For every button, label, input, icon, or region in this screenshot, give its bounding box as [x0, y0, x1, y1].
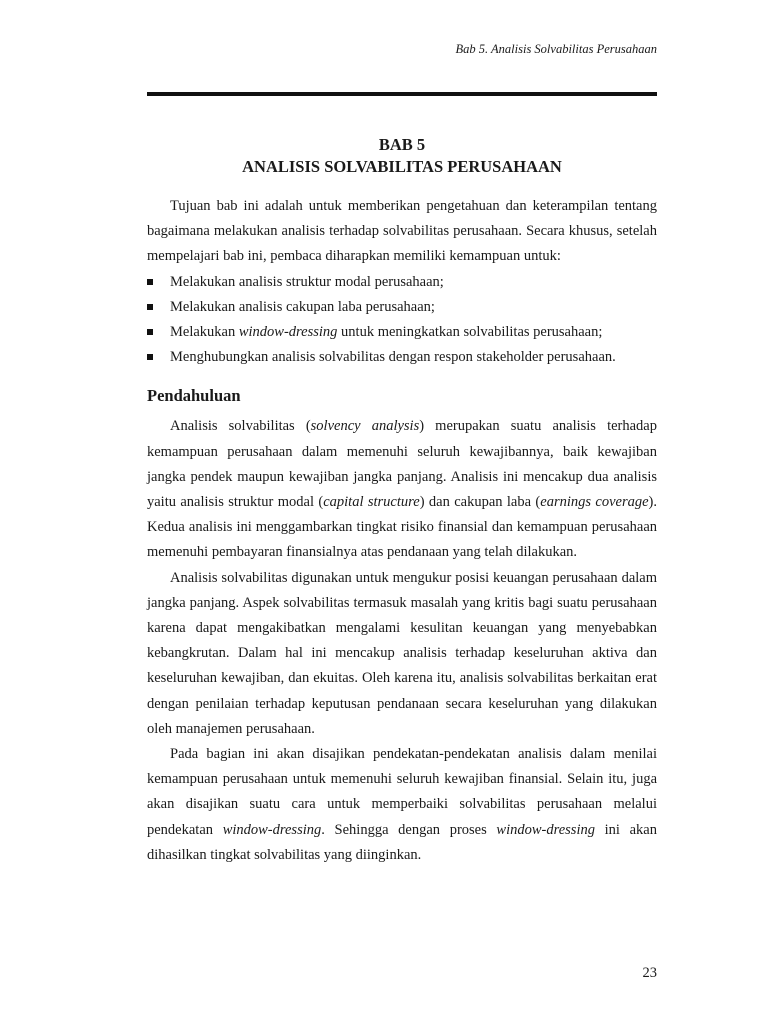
objective-item [147, 270, 657, 295]
chapter-name: ANALISIS SOLVABILITAS PERUSAHAAN [242, 157, 562, 176]
chapter-number: BAB 5 [378, 135, 426, 154]
objective-item [147, 320, 657, 345]
page-number: 23 [642, 965, 657, 981]
intro-paragraph: Tujuan bab ini adalah untuk memberikan pengetahuan dan keterampilan tentang bagaimana melakukan analisis terhadap solvabilitas perusahaan. Secara khusus, setelah mempelajari bab ini, pembaca diharapkan memiliki kemampuan untuk: [147, 198, 657, 265]
objective-text: Melakukan window-dressing untuk meningkatkan solvabilitas perusahaan; [170, 324, 603, 341]
header-rule [147, 92, 657, 96]
square-bullet-icon [147, 329, 153, 335]
section-heading: Pendahuluan [147, 386, 241, 406]
objective-text: Melakukan analisis cakupan laba perusahaan; [170, 298, 435, 315]
body-paragraph-1: Analisis solvabilitas (solvency analysis) merupakan suatu analisis terhadap kemampuan perusahaan dalam memenuhi seluruh kewajibannya, baik kewajiban jangka pendek maupun kewajiban jangka panjang. Analisis ini mencakup dua analisis yaitu analisis struktur modal (capital structure) dan cakupan laba (earnings coverage). Kedua analisis ini menggambarkan tingkat risiko finansial dan kemampuan perusahaan memenuhi pembayaran finansialnya atas pendanaan yang telah dilakukan. [147, 418, 658, 561]
objective-text: Melakukan analisis struktur modal perusahaan; [170, 273, 444, 290]
objective-item [147, 295, 657, 320]
body-paragraph-2: Analisis solvabilitas digunakan untuk mengukur posisi keuangan perusahaan dalam jangka panjang. Aspek solvabilitas termasuk masalah yang kritis bagi suatu perusahaan karena dapat mengakibatkan mengalami kesulitan keuangan yang menyebabkan kebangkrutan. Dalam hal ini mencakup analisis terhadap keseluruhan aktiva dan keseluruhan kewajiban, dan ekuitas. Oleh karena itu, analisis solvabilitas berkaitan erat dengan penilaian terhadap keputusan pendanaan secara keseluruhan yang dilakukan oleh manajemen perusahaan. [147, 569, 657, 737]
objective-item [147, 345, 657, 370]
page-content [147, 134, 657, 868]
body-paragraph-3: Pada bagian ini akan disajikan pendekatan-pendekatan analisis dalam menilai kemampuan perusahaan untuk memenuhi seluruh kewajiban finansial. Selain itu, juga akan disajikan suatu cara untuk memperbaiki solvabilitas perusahaan melalui pendekatan window-dressing. Sehingga dengan proses window-dressing ini akan dihasilkan tingkat solvabilitas yang diinginkan. [147, 746, 657, 863]
square-bullet-icon [147, 279, 153, 285]
running-header: Bab 5. Analisis Solvabilitas Perusahaan [455, 42, 657, 56]
square-bullet-icon [147, 304, 153, 310]
objective-text: Menghubungkan analisis solvabilitas dengan respon stakeholder perusahaan. [170, 349, 616, 366]
square-bullet-icon [147, 354, 153, 360]
objectives-list [147, 270, 657, 371]
chapter-title [147, 134, 657, 178]
